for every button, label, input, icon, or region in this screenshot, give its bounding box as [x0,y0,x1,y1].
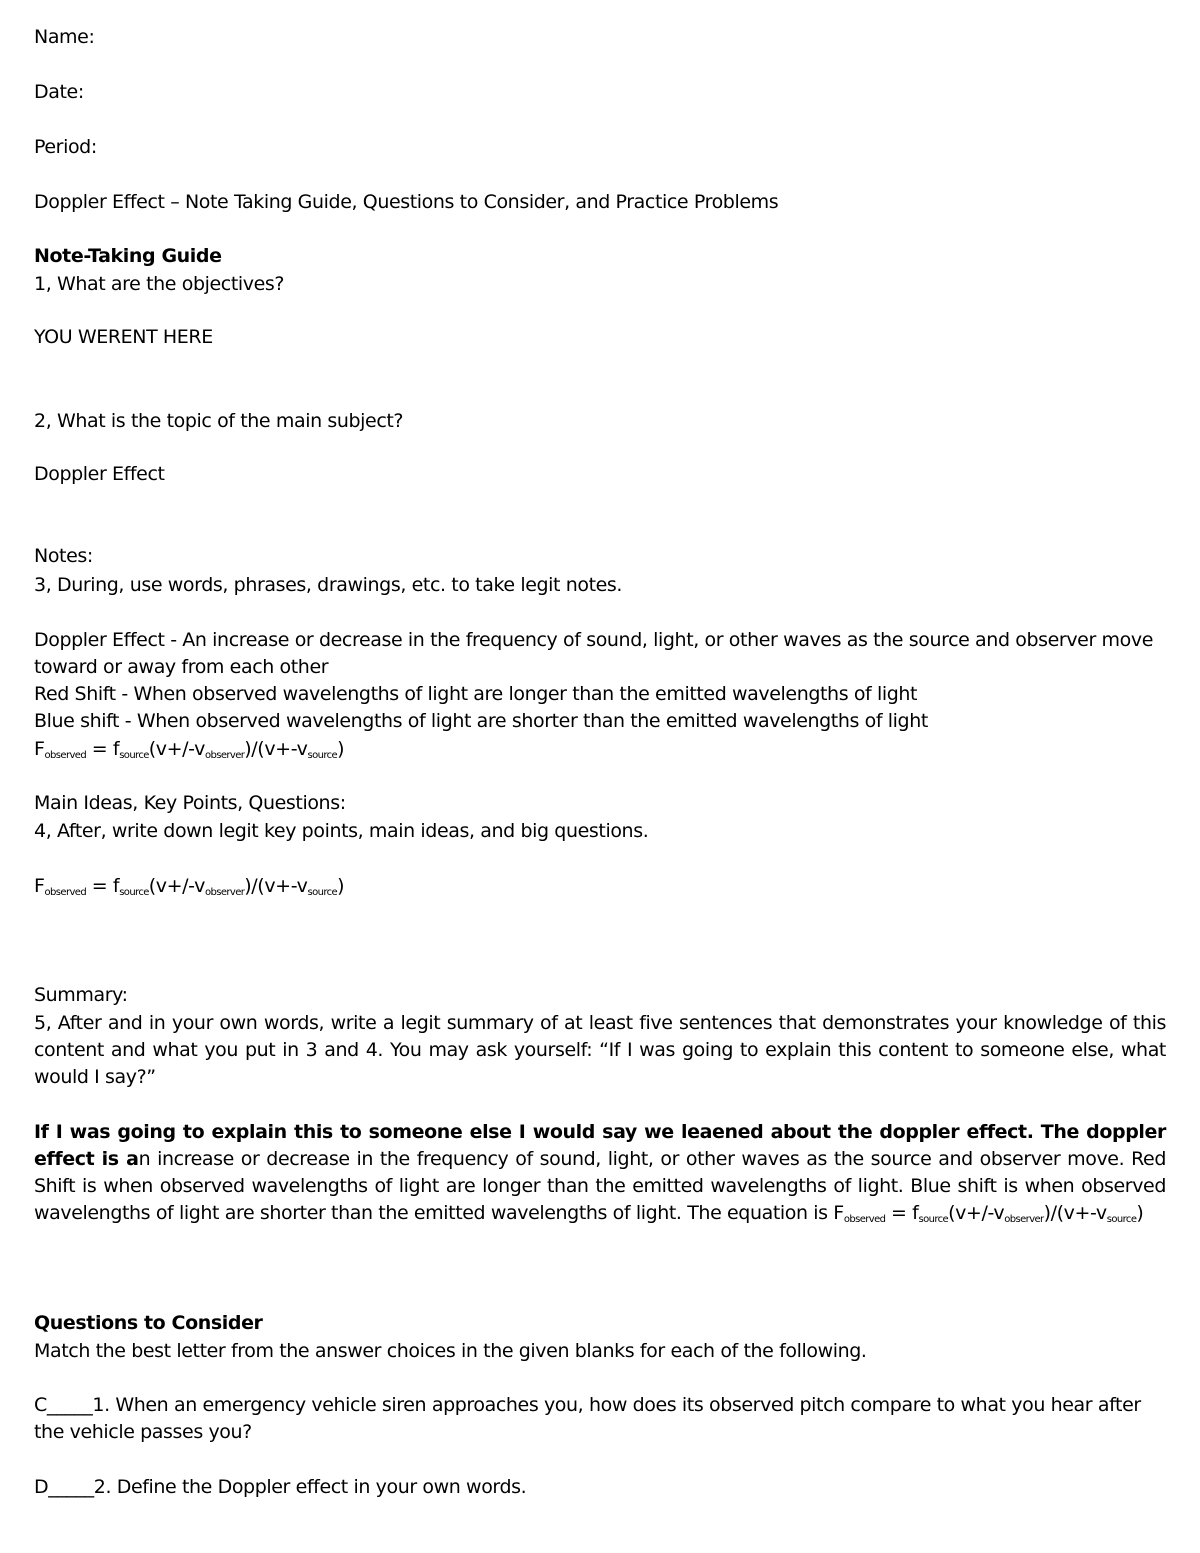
formula-f: F [34,875,45,897]
formula-mid: (v+/-v [148,738,205,760]
formula-close: )/(v+-v [244,738,308,760]
formula-eq: = f [86,738,120,760]
question-text: 1. When an emergency vehicle siren approaches you, how does its observed pitch compare to what you hear after the vehicle passes you? [34,1394,1141,1443]
formula-sub-source: source [119,887,149,898]
formula-sub-source: source [918,1214,949,1225]
date-label: Date: [34,81,84,103]
questions-heading: Questions to Consider [34,1312,263,1334]
notes-label: Notes: [34,545,93,567]
question-item [34,1392,1166,1446]
summary-label: Summary: [34,984,128,1006]
name-label: Name: [34,26,95,48]
formula-sub-source2: source [307,887,338,898]
formula-eq: = f [885,1202,919,1224]
worksheet-title: Doppler Effect – Note Taking Guide, Questions to Consider, and Practice Problems [34,191,779,213]
answer-letter: C [34,1394,47,1416]
summary-text: n increase or decrease in the frequency of sound, light, or other waves as the source and observer move. Red Shift is when observed wavelengths of light are longer than the emitted wavelengths of light. Blue shift is when observed wavelengths of light are shorter than the emitted wavelengths of light. The equation is [34,1148,1166,1224]
formula-sub-observed: observed [843,1214,886,1225]
formula-end: ) [337,875,345,897]
formula-sub-source: source [119,750,149,761]
formula-close: )/(v+-v [244,875,308,897]
answer-2: Doppler Effect [34,463,165,485]
question-4: 4, After, write down legit key points, main ideas, and big questions. [34,820,649,842]
formula-end: ) [1136,1202,1144,1224]
formula-eq: = f [86,875,120,897]
question-text: 2. Define the Doppler effect in your own words. [93,1476,527,1498]
formula-sub-observed: observed [44,887,87,898]
summary-answer [34,1119,1166,1233]
formula-sub-observer: observer [204,750,245,761]
note-taking-heading: Note-Taking Guide [34,245,222,267]
summary-bold-text: If I was going to explain this to someone else I would say we leaened about the doppler effect. The doppler effect is a [34,1121,1166,1170]
questions-instructions: Match the best letter from the answer choices in the given blanks for each of the following. [34,1340,867,1362]
formula-sub-observer: observer [1004,1214,1044,1225]
question-1: 1, What are the objectives? [34,273,285,295]
formula-close: )/(v+-v [1043,1202,1107,1224]
formula-sub-source2: source [1106,1214,1137,1225]
question-3: 3, During, use words, phrases, drawings, etc. to take legit notes. [34,574,623,596]
formula-mid: (v+/-v [948,1202,1005,1224]
answer-letter: D [34,1476,49,1498]
formula-sub-source2: source [307,750,338,761]
question-2: 2, What is the topic of the main subject? [34,410,404,432]
answer-blank: _____ [48,1476,94,1498]
formula-sub-observer: observer [204,887,245,898]
doppler-formula [34,736,1166,769]
formula-end: ) [337,738,345,760]
note-doppler-definition: Doppler Effect - An increase or decrease in the frequency of sound, light, or other waves as the source and observer move toward or away from each other [34,629,1153,678]
answer-blank: _____ [46,1394,93,1416]
period-label: Period: [34,136,97,158]
formula-f: F [833,1202,844,1224]
question-5: 5, After and in your own words, write a legit summary of at least five sentences that demonstrates your knowledge of this content and what you put in 3 and 4. You may ask yourself: “If I was going to explain this content to someone else, what would I say?” [34,1012,1166,1088]
answer-1: YOU WERENT HERE [34,326,213,348]
formula-sub-observed: observed [44,750,87,761]
question-item [34,1474,1166,1501]
note-red-shift: Red Shift - When observed wavelengths of light are longer than the emitted wavelengths of light [34,683,918,705]
doppler-formula-repeat [34,873,1166,906]
formula-mid: (v+/-v [148,875,205,897]
formula-f: F [34,738,45,760]
note-blue-shift: Blue shift - When observed wavelengths of light are shorter than the emitted wavelengths of light [34,710,928,732]
main-ideas-label: Main Ideas, Key Points, Questions: [34,792,346,814]
